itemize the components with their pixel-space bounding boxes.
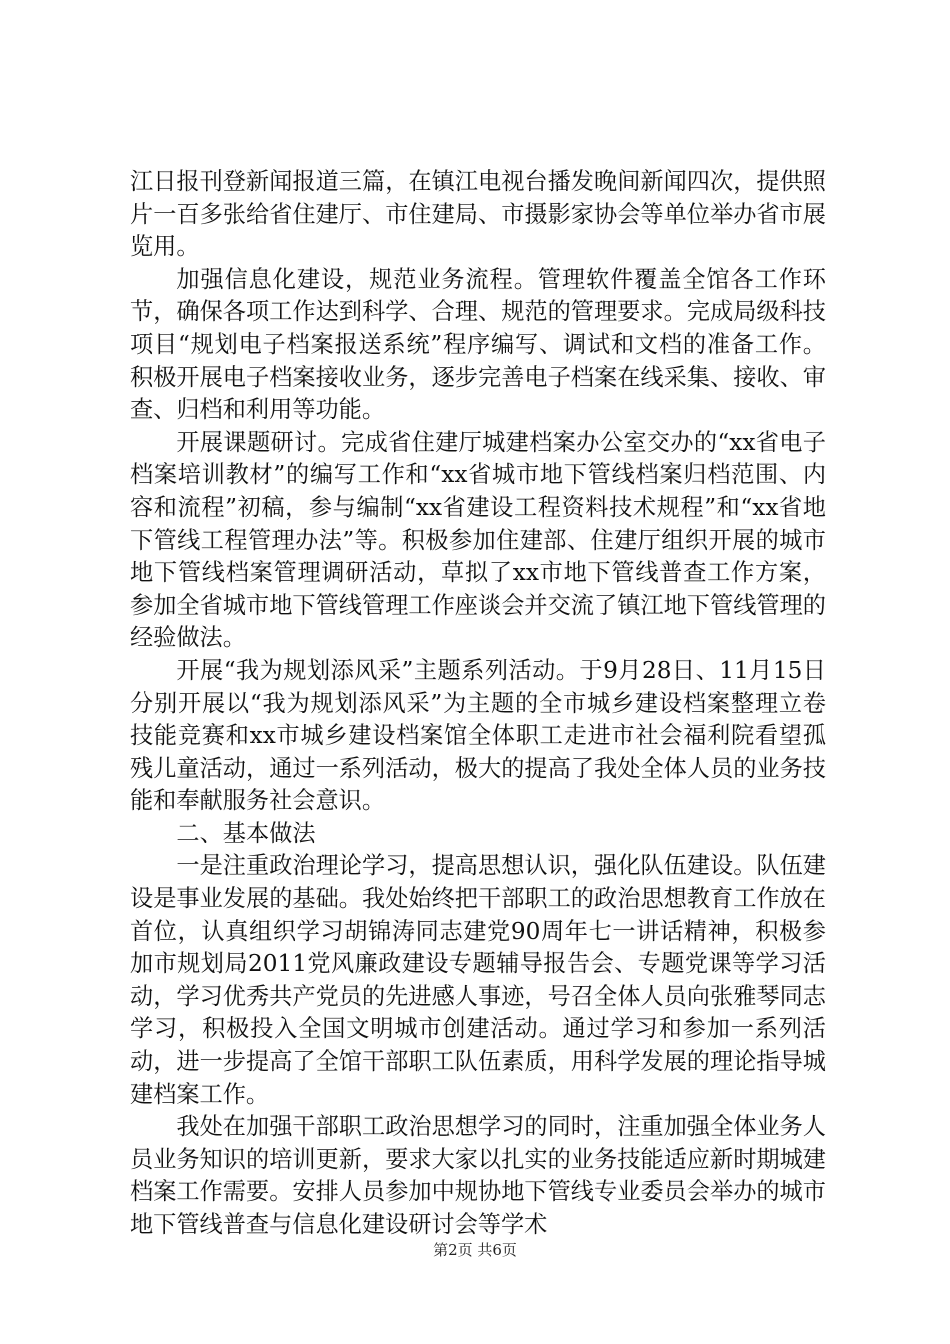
paragraph-training: 我处在加强干部职工政治思想学习的同时，注重加强全体业务人员业务知识的培训更新，要求大家以扎实的业务技能适应新时期城建档案工作需要。安排人员参加中规协地下管线专业委员会举办的城市地下管线普查与信息化建设研讨会等学术	[130, 1113, 826, 1238]
document-body	[130, 166, 826, 1242]
section-heading-basic-practices: 二、基本做法	[176, 819, 316, 847]
paragraph-political-study: 一是注重政治理论学习，提高思想认识，强化队伍建设。队伍建设是事业发展的基础。我处始终把干部职工的政治思想教育工作放在首位，认真组织学习胡锦涛同志建党90周年七一讲话精神，积极参加市规划局2011党风廉政建设专题辅导报告会、专题党课等学习活动，学习优秀共产党员的先进感人事迹，号召全体人员向张雅琴同志学习，积极投入全国文明城市创建活动。通过学习和参加一系列活动，进一步提高了全馆干部职工队伍素质，用科学发展的理论指导城建档案工作。	[130, 852, 826, 1108]
paragraph-theme-activities: 开展“我为规划添风采”主题系列活动。于9月28日、11月15日分别开展以“我为规划添风采”为主题的全市城乡建设档案整理立卷技能竞赛和xx市城乡建设档案馆全体职工走进市社会福利院看望孤残儿童活动，通过一系列活动，极大的提高了我处全体人员的业务技能和奉献服务社会意识。	[130, 656, 826, 815]
page-number-footer: 第2页 共6页	[433, 1241, 517, 1259]
paragraph-research: 开展课题研讨。完成省住建厅城建档案办公室交办的“xx省电子档案培训教材”的编写工作和“xx省城市地下管线档案归档范围、内容和流程”初稿，参与编制“xx省建设工程资料技术规程”和“xx省地下管线工程管理办法”等。积极参加住建部、住建厅组织开展的城市地下管线档案管理调研活动，草拟了xx市地下管线普查工作方案，参加全省城市地下管线管理工作座谈会并交流了镇江地下管线管理的经验做法。	[130, 428, 826, 652]
paragraph-continuation: 江日报刊登新闻报道三篇，在镇江电视台播发晚间新闻四次，提供照片一百多张给省住建厅、市住建局、市摄影家协会等单位举办省市展览用。	[130, 168, 826, 261]
paragraph-informatization: 加强信息化建设，规范业务流程。管理软件覆盖全馆各工作环节，确保各项工作达到科学、合理、规范的管理要求。完成局级科技项目“规划电子档案报送系统”程序编写、调试和文档的准备工作。积极开展电子档案接收业务，逐步完善电子档案在线采集、接收、审查、归档和利用等功能。	[130, 265, 826, 424]
